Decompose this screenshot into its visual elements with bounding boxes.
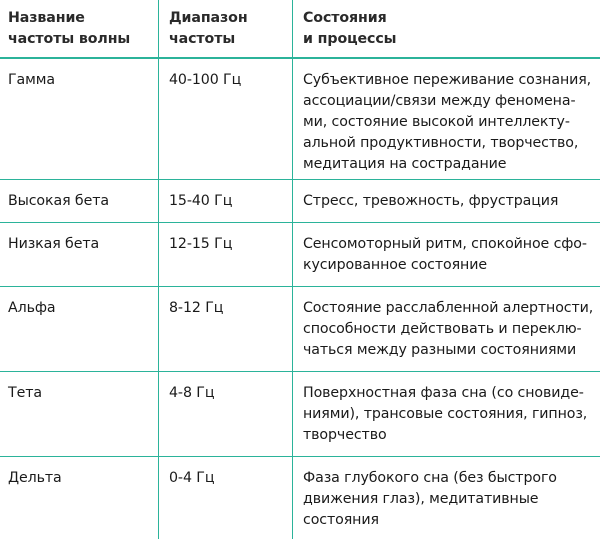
- header-frequency-range: Диапазон частоты: [158, 0, 292, 57]
- cell-description: Фаза глубокого сна (без быстрого движения глаз), медитативные состояния: [292, 457, 600, 539]
- header-states-processes: Состояния и процессы: [292, 0, 600, 57]
- cell-range: 4-8 Гц: [158, 372, 292, 456]
- cell-range: 12-15 Гц: [158, 223, 292, 286]
- table-row: [0, 180, 600, 223]
- cell-description: Субъективное переживание сознания, ассоциации/связи между феномена- ми, состояние высокой интеллекту- альной продуктивности, творчество, медитация на сострадание: [292, 59, 600, 179]
- cell-wave-name: Альфа: [8, 300, 56, 316]
- table-row: [0, 287, 600, 372]
- cell-description: Состояние расслабленной алертности, способности действовать и переклю- чаться между разными состояниями: [292, 287, 600, 371]
- cell-wave-name: Высокая бета: [8, 193, 109, 209]
- table-row: [0, 457, 600, 539]
- table-header: [0, 0, 600, 59]
- cell-wave-name: Низкая бета: [8, 236, 100, 252]
- cell-range: 0-4 Гц: [158, 457, 292, 539]
- table-row: [0, 59, 600, 180]
- cell-wave-name: Тета: [8, 385, 42, 401]
- table-row: [0, 223, 600, 287]
- cell-range: 15-40 Гц: [158, 180, 292, 222]
- cell-wave-name: Дельта: [8, 470, 62, 486]
- cell-description: Поверхностная фаза сна (со сновиде- ниями), трансовые состояния, гипноз, творчество: [292, 372, 600, 456]
- cell-range: 40-100 Гц: [158, 59, 292, 179]
- table-row: [0, 372, 600, 457]
- header-frequency-name: Название частоты волны: [8, 10, 131, 47]
- cell-wave-name: Гамма: [8, 72, 55, 88]
- cell-description: Стресс, тревожность, фрустрация: [292, 180, 600, 222]
- cell-description: Сенсомоторный ритм, спокойное сфо- кусированное состояние: [292, 223, 600, 286]
- cell-range: 8-12 Гц: [158, 287, 292, 371]
